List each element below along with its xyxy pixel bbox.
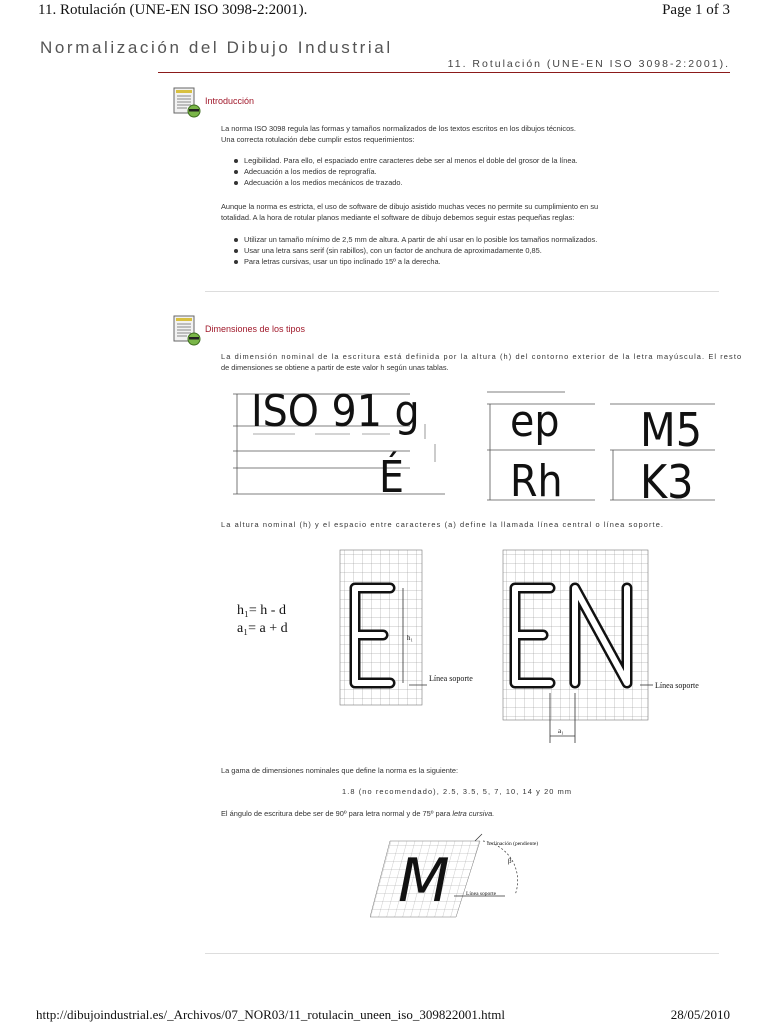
iso-sample	[233, 386, 445, 503]
range-values: 1.8 (no recomendado), 2.5, 3.5, 5, 7, 10, 14 y 20 mm	[342, 787, 573, 796]
intro-paragraph2-line2: totalidad. A la hora de rotular planos mediante el software de dibujo debemos seguir estas pequeñas reglas:	[221, 213, 575, 222]
list-item: Utilizar un tamaño mínimo de 2,5 mm de altura. A partir de ahí usar en lo posible los tamaños normalizados.	[231, 234, 597, 245]
angle-text-prefix: El ángulo de escritura debe ser de 90º para letra normal y de 75º para	[221, 809, 451, 818]
support-line-label-e: Línea soporte	[429, 674, 473, 683]
iso-sample-text: ISO 91 g	[251, 386, 420, 437]
print-footer-date: 28/05/2010	[670, 1007, 730, 1022]
angle-arc	[483, 841, 518, 895]
document-icon	[172, 314, 202, 346]
formula-a1: a₁= a + d	[237, 621, 288, 636]
formula-h1: h₁= h - d	[237, 603, 286, 618]
print-header-title: 11. Rotulación (UNE-EN ISO 3098-2:2001).	[38, 2, 308, 18]
title-divider	[158, 72, 730, 73]
rh-sample-text: Rh	[510, 456, 563, 504]
inclination-label: Inclinación (pendiente)	[487, 841, 539, 847]
list-item: Legibilidad. Para ello, el espaciado entre caracteres debe ser al menos el doble del grosor de la línea.	[231, 155, 578, 166]
print-header-page: Page 1 of 3	[662, 2, 730, 18]
intro-paragraph2-line1: Aunque la norma es estricta, el uso de software de dibujo asistido muchas veces no permite su cumplimiento en su	[221, 202, 599, 211]
ep-sample-text: ep	[510, 396, 560, 447]
section-title-intro: Introducción	[205, 96, 255, 106]
document-icon	[172, 86, 202, 118]
a1-label: a₁	[558, 727, 564, 735]
ep-rh-sample	[487, 392, 595, 504]
print-footer	[0, 1005, 768, 1024]
m5-sample-text: M5	[640, 403, 703, 457]
k3-sample-text: K3	[640, 455, 694, 504]
section-divider	[205, 953, 719, 954]
angle-label: β	[508, 857, 512, 865]
intro-paragraph-line2: Una correcta rotulación debe cumplir estos requerimientos:	[221, 135, 415, 144]
list-item: Usar una letra sans serif (sin rabillos), con un factor de anchura de aproximadamente 0,85.	[231, 245, 597, 256]
section-divider	[205, 291, 719, 292]
inclined-writing-figure	[370, 829, 580, 929]
e-acute-sample-text: É	[379, 452, 405, 503]
intro-paragraph-line1: La norma ISO 3098 regula las formas y tamaños normalizados de los textos escritos en los dibujos técnicos.	[221, 124, 576, 133]
print-header	[0, 0, 768, 24]
letter-m: M	[398, 846, 450, 916]
print-footer-url: http://dibujoindustrial.es/_Archivos/07_NOR03/11_rotulacin_uneen_iso_309822001.html	[36, 1007, 505, 1022]
central-line-caption: La altura nominal (h) y el espacio entre caracteres (a) define la llamada línea central o línea soporte.	[221, 520, 665, 529]
h1-label: h₁	[407, 634, 413, 642]
range-intro: La gama de dimensiones nominales que define la norma es la siguiente:	[221, 766, 459, 775]
m5-k3-sample	[610, 403, 715, 504]
requirements-list	[231, 155, 578, 188]
letter-dimensions-figure	[225, 384, 720, 504]
support-line-figure	[335, 545, 725, 750]
section-title-dimensions: Dimensiones de los tipos	[205, 324, 306, 334]
dimensions-paragraph-line2: de dimensiones se obtiene a partir de este valor h según unas tablas.	[221, 363, 449, 372]
angle-text-italic: letra cursiva.	[452, 809, 495, 818]
list-item: Adecuación a los medios mecánicos de trazado.	[231, 177, 578, 188]
site-title: Normalización del Dibujo Industrial	[40, 38, 393, 57]
support-label-m: Línea soporte	[466, 891, 497, 897]
support-line-label-en: Línea soporte	[655, 681, 699, 690]
rules-list	[231, 234, 597, 267]
list-item: Para letras cursivas, usar un tipo inclinado 15º a la derecha.	[231, 256, 597, 267]
dimensions-paragraph-line1: La dimensión nominal de la escritura está definida por la altura (h) del contorno exterior de la letra mayúscula. El resto	[221, 352, 743, 361]
angle-text	[221, 808, 494, 819]
page-subtitle: 11. Rotulación (UNE-EN ISO 3098-2:2001).	[447, 58, 730, 70]
list-item: Adecuación a los medios de reprografía.	[231, 166, 578, 177]
